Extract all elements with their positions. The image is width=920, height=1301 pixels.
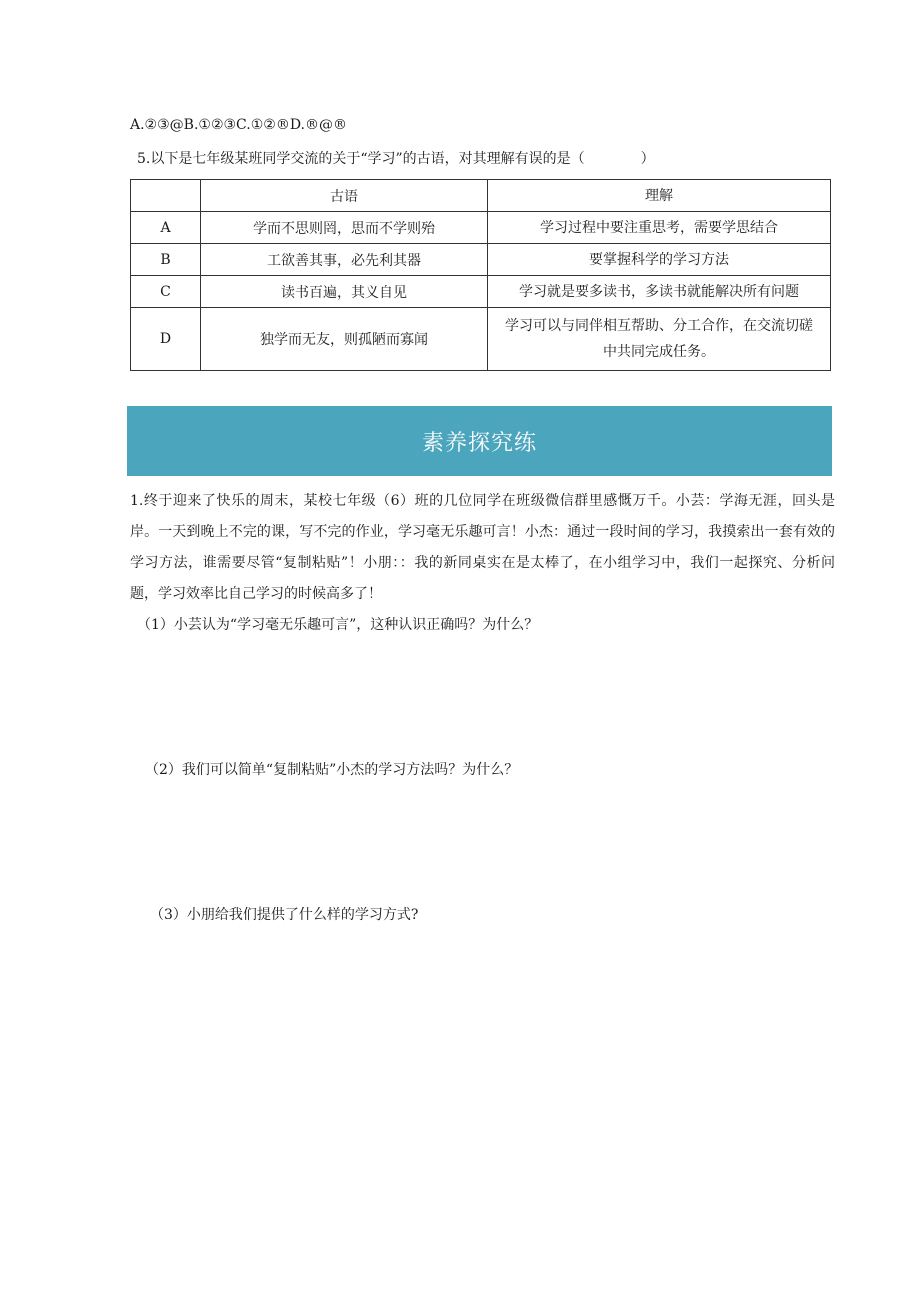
header-cell-meaning: 理解 — [488, 180, 831, 212]
table-row — [131, 212, 831, 244]
row-label: D — [131, 308, 201, 371]
row-quote: 学而不思则罔，思而不学则殆 — [201, 212, 488, 244]
problem-1-text: 1.终于迎来了快乐的周末，某校七年级（6）班的几位同学在班级微信群里感慨万千。小芸：学海无涯，回头是岸。一天到晚上不完的课，写不完的作业，学习毫无乐趣可言！小杰：通过一段时间的学习，我摸索出一套有效的学习方法，谁需要尽管“复制粘贴”！小朋：：我的新同桌实在是太棒了，在小组学习中，我们一起探究、分析问题，学习效率比自己学习的时候高多了！ — [130, 493, 835, 602]
section-banner — [127, 406, 832, 476]
answer-options-line: A.②③@B.①②③C.①②®D.®@® — [130, 117, 347, 133]
row-quote: 工欲善其事，必先利其器 — [201, 244, 488, 276]
row-meaning — [488, 308, 831, 371]
table-header-row — [131, 180, 831, 212]
row-label: B — [131, 244, 201, 276]
row-meaning: 学习过程中要注重思考，需要学思结合 — [488, 212, 831, 244]
table-row — [131, 308, 831, 371]
row-quote: 独学而无友，则孤陋而寡闻 — [201, 308, 488, 371]
row-meaning: 学习就是要多读书，多读书就能解决所有问题 — [488, 276, 831, 308]
header-cell-quote: 古语 — [201, 180, 488, 212]
row-meaning-line: 学习可以与同伴相互帮助、分工合作，在交流切磋 — [505, 318, 813, 334]
row-meaning-line: 中共同完成任务。 — [603, 344, 715, 360]
row-meaning: 要掌握科学的学习方法 — [488, 244, 831, 276]
section-banner-title: 素养探究练 — [421, 430, 537, 456]
sub-question-1: （1）小芸认为“学习毫无乐趣可言”，这种认识正确吗？为什么？ — [137, 617, 539, 633]
table-row — [131, 276, 831, 308]
header-cell-label — [131, 180, 201, 212]
table-row — [131, 244, 831, 276]
quotes-table — [130, 179, 831, 371]
question-5-stem: 5.以下是七年级某班同学交流的关于“学习”的古语，对其理解有误的是（ ） — [137, 151, 655, 167]
sub-question-2: （2）我们可以简单“复制粘贴”小杰的学习方法吗？为什么？ — [145, 762, 519, 778]
sub-question-3: （3）小朋给我们提供了什么样的学习方式? — [150, 907, 419, 923]
row-label: A — [131, 212, 201, 244]
row-quote: 读书百遍，其义自见 — [201, 276, 488, 308]
row-label: C — [131, 276, 201, 308]
